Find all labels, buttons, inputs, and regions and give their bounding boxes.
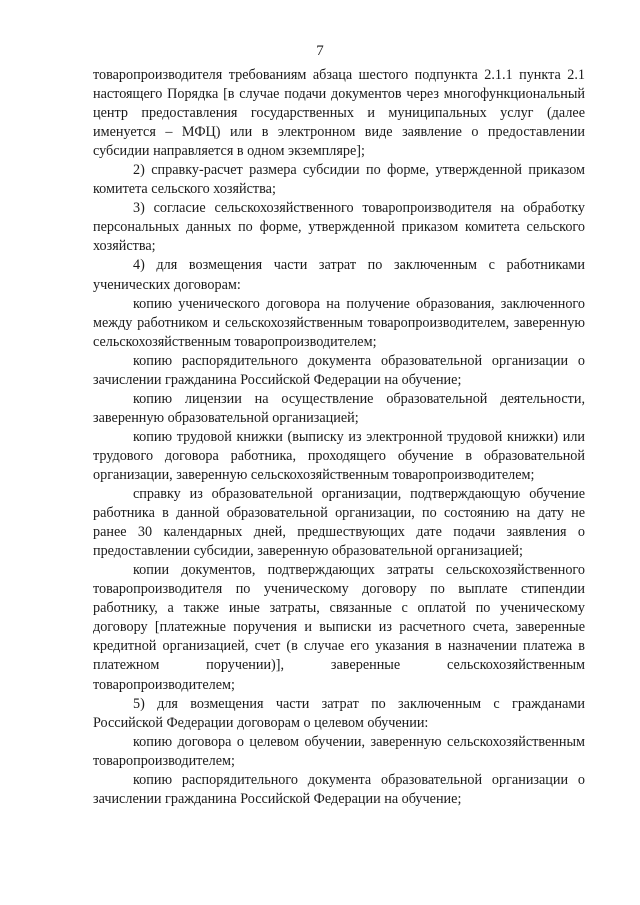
paragraph: копии документов, подтверждающих затраты сельскохозяйственного товаропроизводителя по ученическому договору по выплате стипендии работнику, а также иные затраты, связанные с оплатой по ученическому договору [платежные поручения и выписки из расчетного счета, заверенные кредитной организацией, счет (в случае его указания в назначении платежа в платежном поручении)], заверенные сельскохозяйственным товаропроизводителем; <box>93 562 585 693</box>
paragraph: 4) для возмещения части затрат по заключенным с работниками ученических договорам: <box>93 257 585 293</box>
document-body <box>93 66 585 809</box>
paragraph: копию ученического договора на получение образования, заключенного между работником и сельскохозяйственным товаропроизводителем, заверенную сельскохозяйственным товаропроизводителем; <box>93 295 585 350</box>
page-number: 7 <box>316 43 324 59</box>
paragraph: копию договора о целевом обучении, заверенную сельскохозяйственным товаропроизводителем; <box>93 733 585 769</box>
paragraph: копию трудовой книжки (выписку из электронной трудовой книжки) или трудового договора работника, проходящего обучение в образовательной организации, заверенную сельскохозяйственным товаропроизводителем; <box>93 428 585 483</box>
paragraph: 3) согласие сельскохозяйственного товаропроизводителя на обработку персональных данных по форме, утвержденной приказом комитета сельского хозяйства; <box>93 200 585 255</box>
paragraph: копию лицензии на осуществление образовательной деятельности, заверенную образовательной организацией; <box>93 390 585 426</box>
paragraph: товаропроизводителя требованиям абзаца шестого подпункта 2.1.1 пункта 2.1 настоящего Порядка [в случае подачи документов через многофункциональный центр предоставления государственных и муниципальных услуг (далее именуется – МФЦ) или в электронном виде заявление о предоставлении субсидии направляется в одном экземпляре]; <box>93 67 585 160</box>
paragraph: копию распорядительного документа образовательной организации о зачислении гражданина Российской Федерации на обучение; <box>93 771 585 807</box>
paragraph: 5) для возмещения части затрат по заключенным с гражданами Российской Федерации договорам о целевом обучении: <box>93 695 585 731</box>
paragraph: копию распорядительного документа образовательной организации о зачислении гражданина Российской Федерации на обучение; <box>93 352 585 388</box>
paragraph: 2) справку-расчет размера субсидии по форме, утвержденной приказом комитета сельского хозяйства; <box>93 162 585 198</box>
paragraph: справку из образовательной организации, подтверждающую обучение работника в данной образовательной организации, по состоянию на дату не ранее 30 календарных дней, предшествующих дате подачи заявления о предоставлении субсидии, заверенную образовательной организацией; <box>93 486 585 560</box>
